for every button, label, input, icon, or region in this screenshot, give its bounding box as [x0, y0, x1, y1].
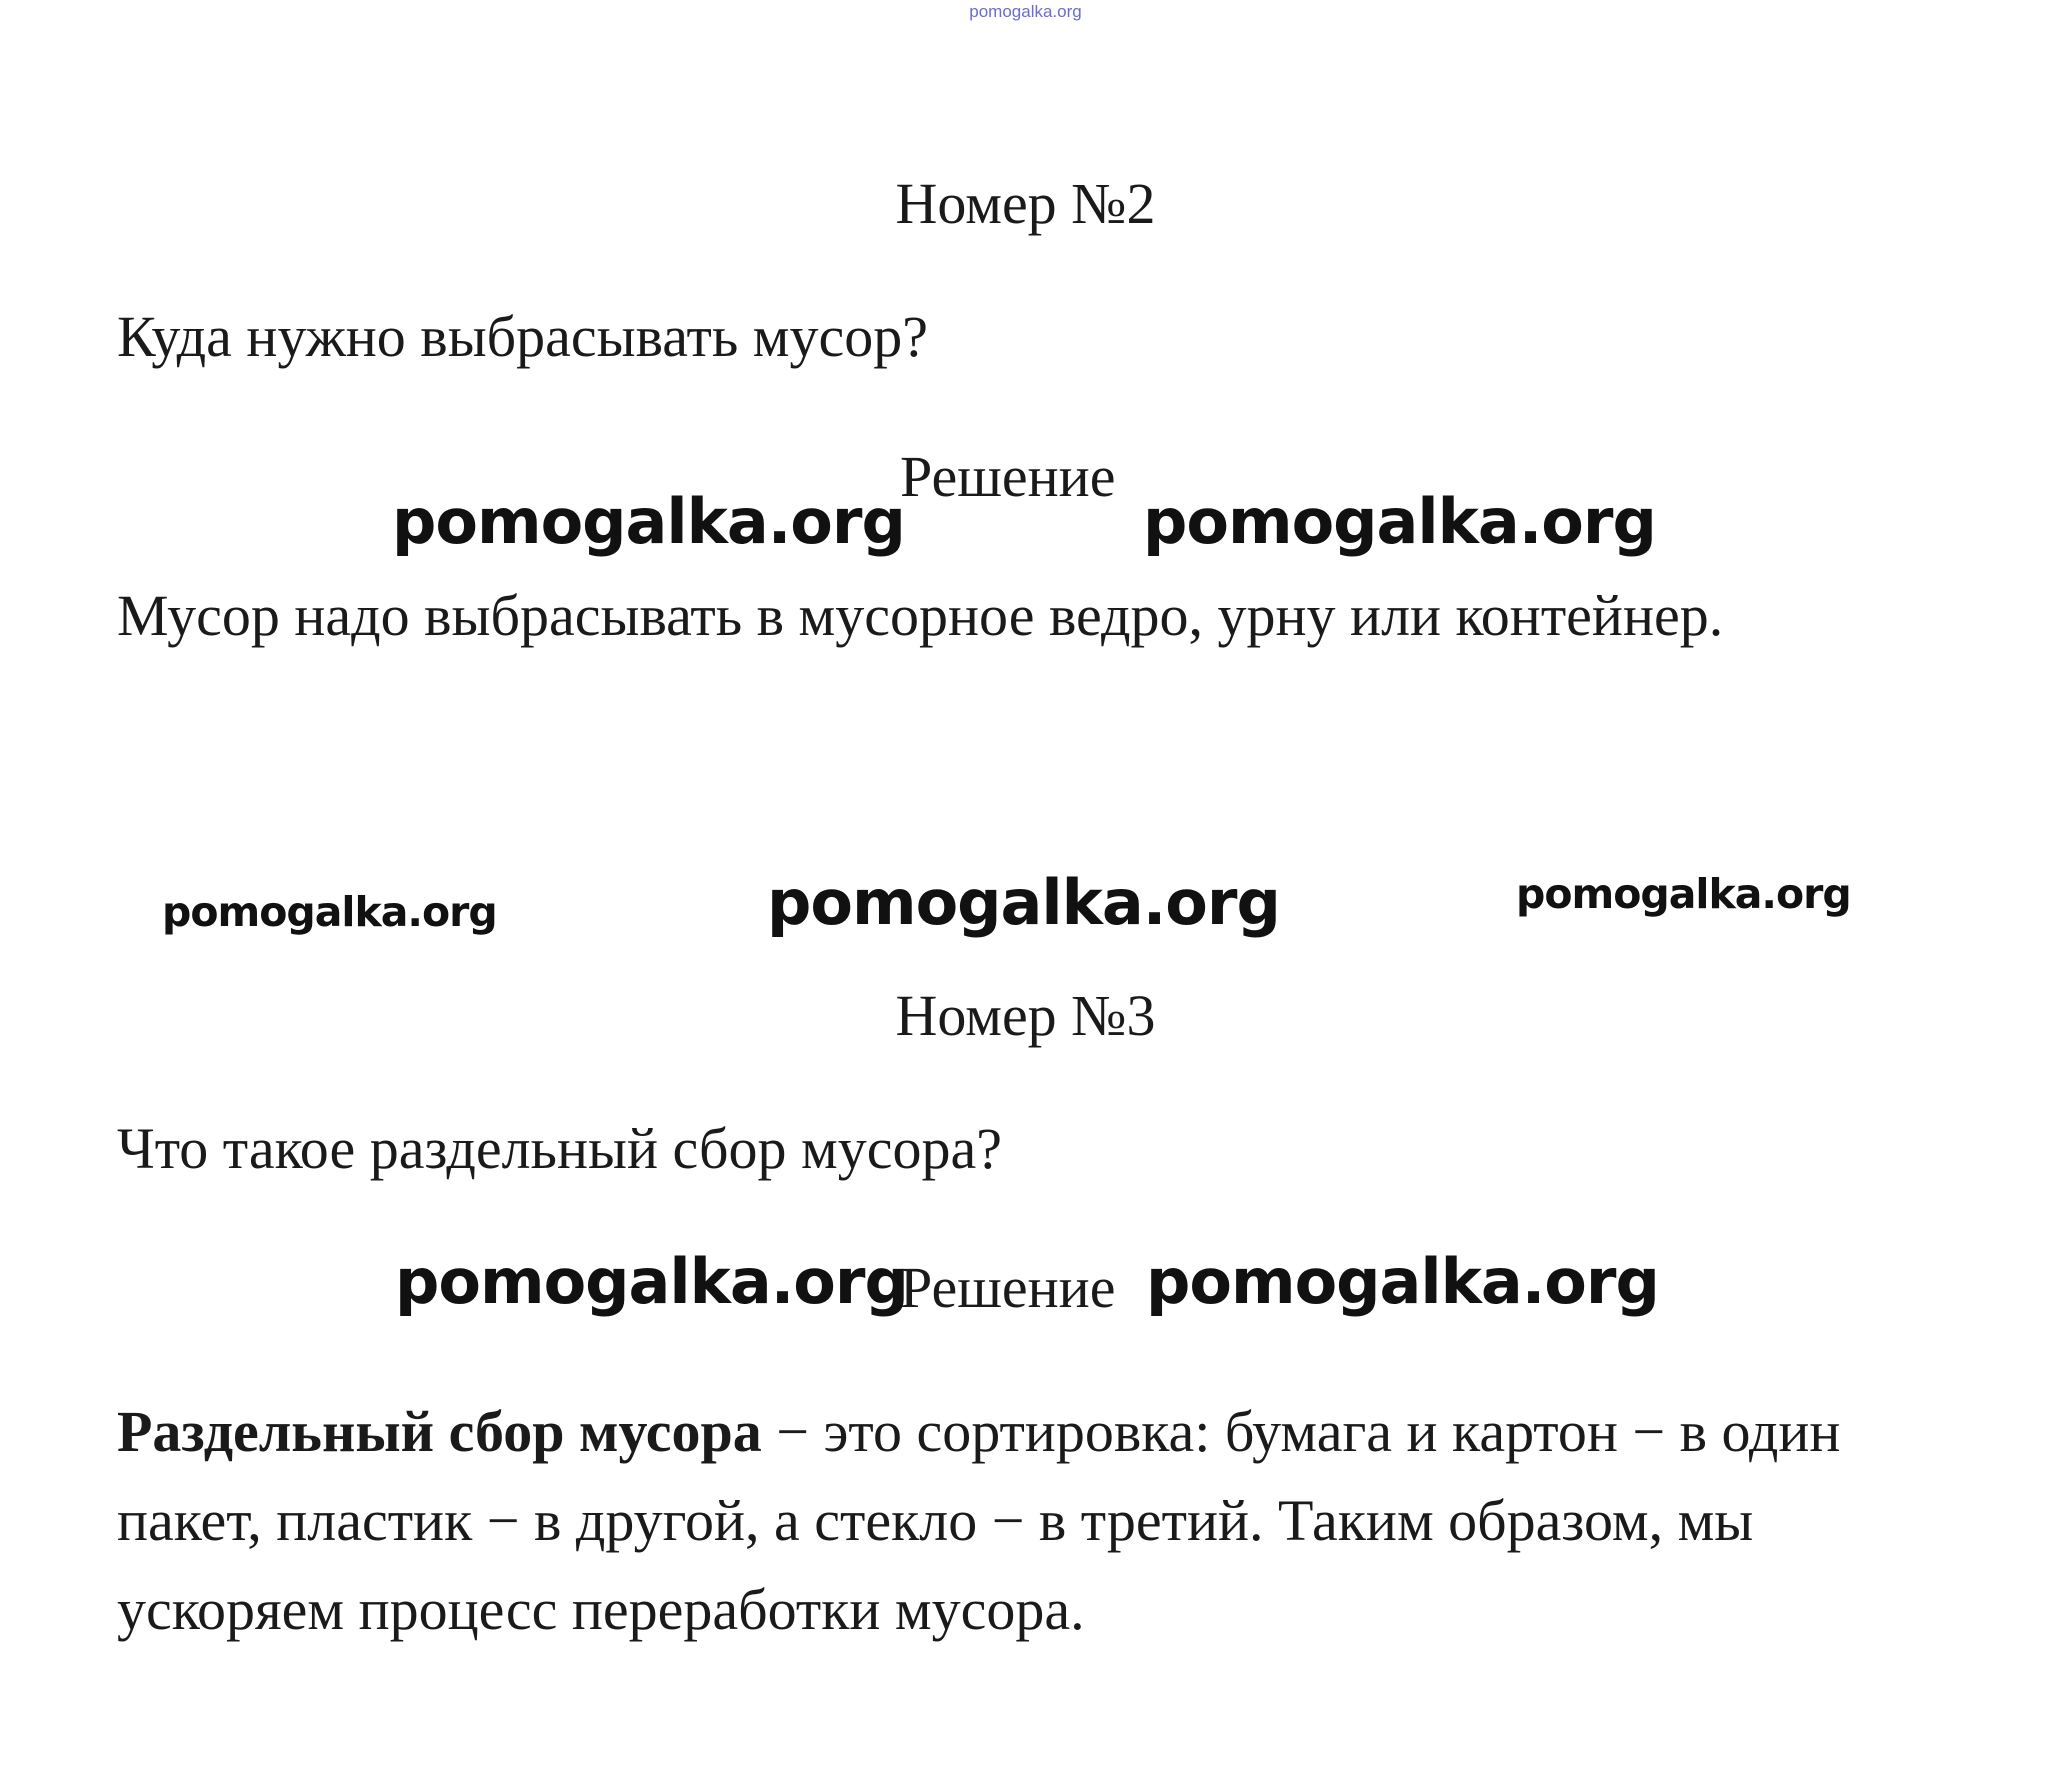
task2-heading: Номер №2: [895, 171, 1156, 236]
watermark: pomogalka.org: [395, 1245, 908, 1318]
watermark: pomogalka.org: [162, 888, 497, 936]
watermark: pomogalka.org: [1516, 870, 1851, 918]
task2-solution-label: Решение: [900, 444, 1116, 509]
task2-answer: Мусор надо выбрасывать в мусорное ведро, урну или контейнер.: [117, 583, 1724, 648]
task3-answer-term: Раздельный сбор мусора: [117, 1399, 762, 1464]
task3-answer-rest: − это сортировка: бумага и картон − в один пакет, пластик − в другой, а стекло − в третий. Таким образом, мы ускоряем процесс переработки мусора.: [117, 1399, 1841, 1642]
watermark: pomogalka.org: [392, 485, 905, 558]
task3-answer: [117, 1387, 1937, 1654]
watermark: pomogalka.org: [767, 866, 1280, 939]
task3-question: Что такое раздельный сбор мусора?: [117, 1116, 1002, 1181]
watermark: pomogalka.org: [1146, 1245, 1659, 1318]
task3-solution-label: Решение: [900, 1255, 1116, 1320]
top-watermark: pomogalka.org: [969, 2, 1082, 21]
task2-question: Куда нужно выбрасывать мусор?: [117, 304, 928, 369]
watermark: pomogalka.org: [1143, 485, 1656, 558]
task3-heading: Номер №3: [895, 983, 1156, 1048]
